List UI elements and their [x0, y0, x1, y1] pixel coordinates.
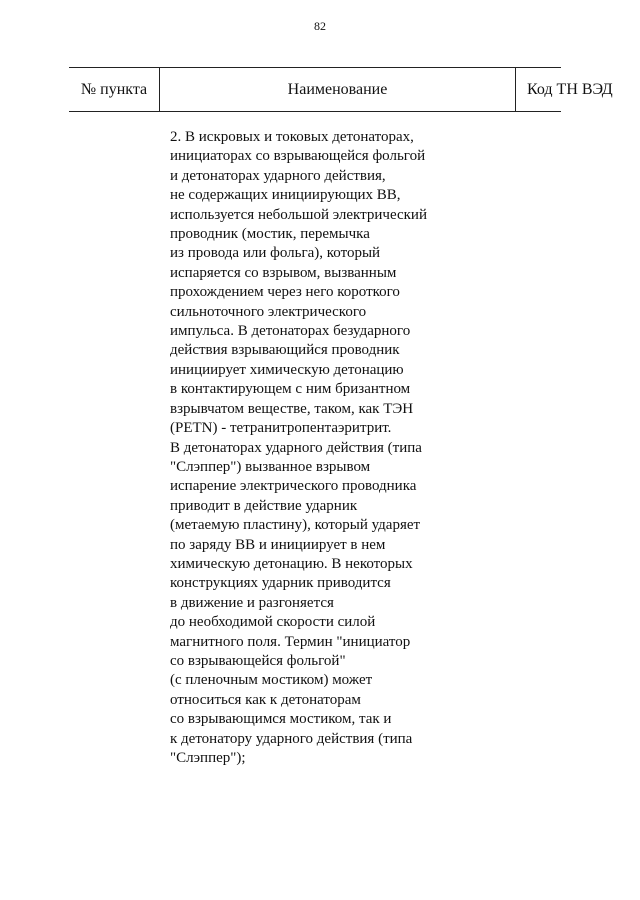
text-line: используется небольшой электрический [170, 206, 427, 223]
text-line: "Слэппер"); [170, 750, 246, 766]
text-line: со взрывающейся фольгой" [170, 652, 346, 669]
text-line: прохождением через него короткого [170, 284, 400, 301]
text-line: в контактирующем с ним бризантном [170, 381, 411, 398]
text-line: инициаторах со взрывающейся фольгой [170, 148, 426, 165]
text-line: не содержащих инициирующих ВВ, [170, 187, 401, 204]
column-header-customs-code: Код ТН ВЭД [515, 68, 561, 111]
text-line: со взрывающимся мостиком, так и [170, 711, 392, 728]
text-line: "Слэппер") вызванное взрывом [170, 458, 371, 475]
text-line: (с пленочным мостиком) может [170, 672, 373, 689]
text-line: относиться как к детонаторам [170, 691, 361, 708]
column-header-name: Наименование [159, 68, 515, 111]
text-line: 2. В искровых и токовых детонаторах, [170, 129, 414, 145]
text-line: по заряду ВВ и инициирует в нем [170, 536, 386, 553]
column-header-item-number: № пункта [80, 80, 148, 98]
text-line: химическую детонацию. В некоторых [170, 555, 413, 572]
text-line: испарение электрического проводника [170, 478, 417, 495]
text-line: (PETN) - тетранитропентаэритрит. [170, 420, 392, 437]
text-line: инициирует химическую детонацию [170, 361, 404, 378]
text-line: В детонаторах ударного действия (типа [170, 439, 422, 456]
text-line: (метаемую пластину), который ударяет [170, 517, 421, 534]
text-line: к детонатору ударного действия (типа [170, 730, 413, 747]
page-number: 82 [314, 19, 326, 33]
text-line: действия взрывающийся проводник [170, 342, 400, 359]
text-line: проводник (мостик, перемычка [170, 226, 370, 243]
text-line: и детонаторах ударного действия, [170, 167, 386, 184]
text-line: магнитного поля. Термин "инициатор [170, 633, 411, 650]
text-line: взрывчатом веществе, таком, как ТЭН [170, 400, 414, 417]
text-line: испаряется со взрывом, вызванным [170, 264, 397, 281]
text-line: конструкциях ударник приводится [170, 575, 391, 592]
item-description [170, 128, 490, 768]
text-line: сильноточного электрического [170, 303, 367, 320]
table-header [69, 67, 613, 112]
text-line: до необходимой скорости силой [170, 614, 376, 631]
text-line: импульса. В детонаторах безударного [170, 323, 411, 340]
text-line: из провода или фольга), который [170, 245, 381, 262]
text-line: приводит в действие ударник [170, 497, 358, 514]
text-line: в движение и разгоняется [170, 594, 334, 611]
